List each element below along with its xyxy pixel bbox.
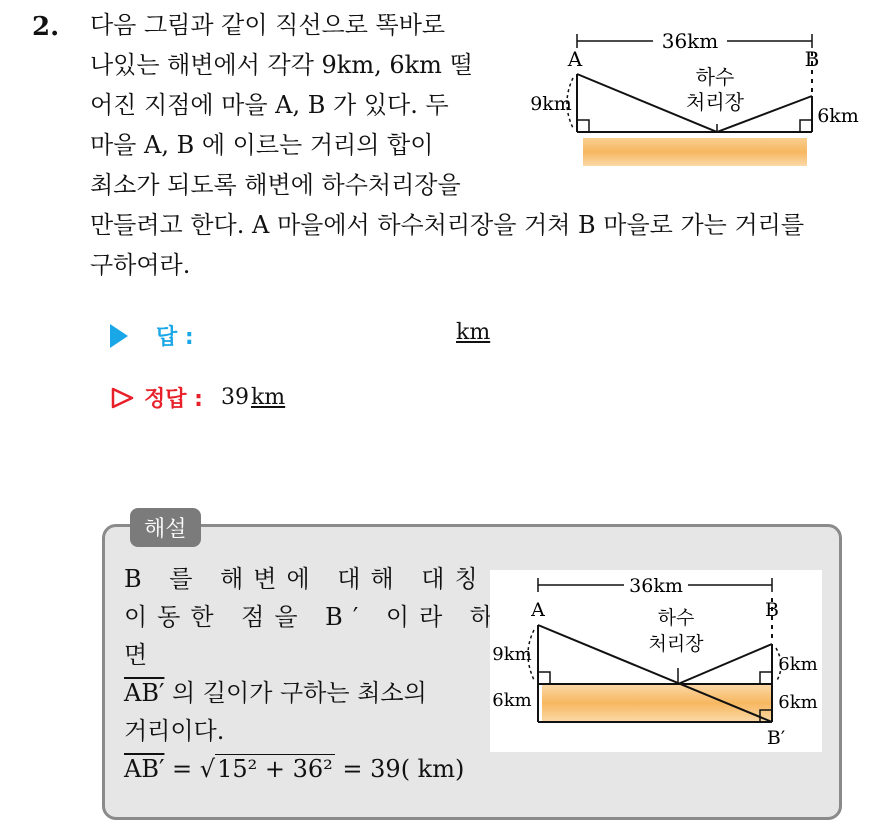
- point-b-label: B: [765, 599, 779, 621]
- distance-label: 36km: [629, 575, 683, 597]
- plant-label: 처리장: [648, 633, 704, 655]
- answer-row: [110, 320, 194, 351]
- sqrt-sign: √: [199, 755, 216, 783]
- lower-right-label: 6km: [778, 692, 818, 713]
- explanation-line: 거리이다.: [124, 717, 225, 745]
- correct-answer-row: [110, 382, 285, 413]
- point-a-label: A: [567, 47, 583, 71]
- plant-label: 처리장: [686, 90, 744, 114]
- segment-ab-prime: AB′: [124, 755, 165, 783]
- height-b-label: 6km: [778, 654, 818, 675]
- segment-ab-prime: AB′: [124, 679, 165, 707]
- point-a-label: A: [531, 599, 545, 621]
- plant-label: 하수: [695, 65, 735, 89]
- explanation-line: 이동한 점을 B′ 이라 하: [124, 603, 504, 631]
- reflection-diagram: [490, 570, 822, 752]
- explanation-line: 면: [124, 641, 148, 669]
- explanation-line: B 를 해변에 대해 대칭: [124, 565, 488, 593]
- correct-answer-value: 39: [220, 385, 249, 410]
- question-text-line: 마을 A, B 에 이르는 거리의 합이: [90, 131, 434, 159]
- answer-marker-icon: [110, 324, 128, 348]
- beach-diagram: [515, 14, 884, 174]
- distance-label: 36km: [661, 29, 719, 53]
- question-text-line: 다음 그림과 같이 직선으로 똑바로: [90, 11, 446, 39]
- question-text-line: 구하여라.: [90, 251, 191, 279]
- height-a-label: 9km: [530, 93, 572, 115]
- question-number: 2.: [32, 12, 60, 42]
- explanation-equation: AB′ = √15² + 36² = 39( km): [124, 755, 465, 783]
- explanation-line: AB′ 의 길이가 구하는 최소의: [124, 679, 427, 707]
- question-text-line: 어진 지점에 마을 A, B 가 있다. 두: [90, 91, 449, 119]
- height-a-label: 9km: [492, 644, 532, 665]
- correct-marker-icon: [110, 386, 136, 410]
- correct-answer-unit: km: [250, 385, 286, 410]
- point-b-label: B: [804, 47, 820, 71]
- question-text-line: 만들려고 한다. A 마을에서 하수처리장을 거쳐 B 마을로 가는 거리를: [90, 211, 805, 239]
- beach-strip: [583, 138, 807, 166]
- point-b-prime-label: B′: [766, 727, 786, 749]
- sqrt-radicand: 15² + 36²: [217, 755, 333, 783]
- explanation-tag: 해설: [130, 508, 201, 547]
- plant-label: 하수: [657, 607, 695, 629]
- beach-strip: [542, 684, 772, 722]
- correct-answer-label: 정답 :: [144, 387, 203, 412]
- answer-label: 답 :: [156, 325, 194, 350]
- question-text-line: 나있는 해변에서 각각 9km, 6km 떨: [90, 51, 473, 79]
- lower-left-label: 6km: [492, 690, 532, 711]
- answer-unit: km: [456, 320, 491, 345]
- height-b-label: 6km: [817, 105, 859, 127]
- question-text-line: 최소가 되도록 해변에 하수처리장을: [90, 171, 461, 199]
